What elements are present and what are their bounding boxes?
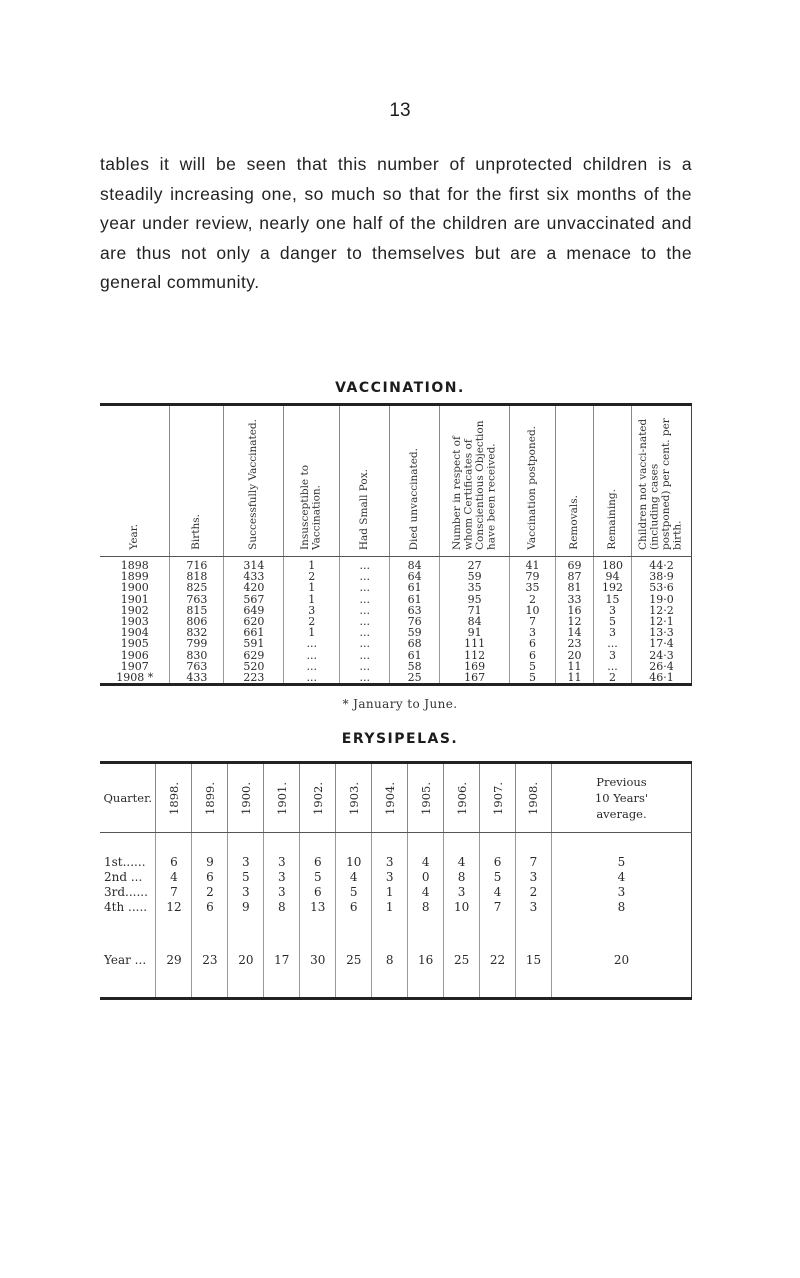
page-number: 13 [389,100,411,121]
erysipelas-title: ERYSIPELAS. [341,731,459,747]
spacer-cell [551,833,691,856]
spacer-cell [192,969,228,999]
table-cell: ... [340,672,390,685]
year-header-label: 1904. [382,781,397,815]
spacer-cell [516,915,552,951]
table-cell: 2 [284,616,340,627]
row-label: 3rd...... [100,885,156,900]
table-cell: ... [340,627,390,638]
table-cell: 12·2 [649,603,674,617]
table-cell: 223 [224,672,284,685]
table-cell: 5 [510,672,556,685]
table-cell: 3 [516,900,552,915]
table-cell: 94 [593,571,631,582]
table-cell: 661 [224,627,284,638]
year-header-label: 1906. [454,781,469,815]
table-cell: 5 [300,870,336,885]
table-cell: 4 [408,855,444,870]
spacer-cell [336,833,372,856]
spacer-cell [300,969,336,999]
year-header-cell [336,763,372,833]
spacer-cell [444,969,480,999]
table-cell: 5 [336,885,372,900]
table-cell: 3 [264,855,300,870]
table-cell: 3 [372,855,408,870]
table-cell: 11 [556,672,594,685]
table-cell: 3 [372,870,408,885]
spacer-row [100,969,692,999]
table-cell: 180 [593,557,631,572]
year-header-label: 1907. [490,781,505,815]
table-cell: 6 [480,855,516,870]
table-cell: 84 [390,557,440,572]
vaccination-header-label: Children not vacci-nated (including cases postponed) per cent. per birth. [637,418,684,550]
table-cell: 13·3 [649,626,674,640]
table-cell: 7 [480,900,516,915]
table-cell: 29 [156,951,192,969]
table-cell: 1902 [100,605,170,616]
quarter-header: Quarter. [100,763,156,833]
table-cell: 832 [170,627,224,638]
table-cell: 3 [228,855,264,870]
vaccination-header-cell [593,405,631,557]
table-cell: 7 [516,855,552,870]
table-row [100,855,692,870]
spacer-cell [372,915,408,951]
table-cell: 818 [170,571,224,582]
table-cell: 61 [390,650,440,661]
table-row [100,900,692,915]
spacer-cell [551,969,691,999]
average-header-line: 10 Years' [594,791,649,805]
table-cell: 8 [408,900,444,915]
vaccination-header-cell [440,405,510,557]
table-cell: 1907 [100,661,170,672]
vaccination-header-label: Number in respect of whom Certificates of Conscientious Objection have been received. [450,420,498,550]
year-header-label: 1900. [238,781,253,815]
table-cell: ... [284,672,340,685]
year-header-label: 1902. [310,781,325,815]
table-cell: 1904 [100,627,170,638]
table-cell: 24·3 [649,648,674,662]
table-cell: 12 [556,616,594,627]
vaccination-header-label: Died unvaccinated. [407,447,420,550]
table-cell: 3 [510,627,556,638]
year-header-label: 1901. [274,781,289,815]
table-cell: 433 [224,571,284,582]
spacer-cell [228,915,264,951]
vaccination-header-cell [556,405,594,557]
table-cell: 799 [170,638,224,649]
row-label: 4th ..... [100,900,156,915]
table-cell: ... [340,661,390,672]
table-cell: 1905 [100,638,170,649]
table-cell: 2 [593,672,631,685]
table-cell: 3 [228,885,264,900]
table-cell: 25 [336,951,372,969]
table-cell: 22 [480,951,516,969]
table-cell: 61 [390,582,440,593]
spacer-cell [100,833,156,856]
vaccination-table [100,403,692,686]
spacer-cell [192,915,228,951]
year-header-cell [408,763,444,833]
table-cell: 12·1 [649,615,674,629]
table-cell: 6 [300,885,336,900]
erysipelas-table [100,761,692,1000]
table-cell: 10 [336,855,372,870]
spacer-cell [156,833,192,856]
year-header-cell [480,763,516,833]
table-cell: 3 [516,870,552,885]
table-cell: 87 [556,571,594,582]
table-cell: 33 [556,594,594,605]
table-cell: 5 [480,870,516,885]
vaccination-header-cell [631,405,691,557]
table-cell: 25 [390,672,440,685]
vaccination-body [100,557,692,685]
table-row [100,557,692,572]
table-cell: 20 [556,650,594,661]
spacer-cell [228,833,264,856]
spacer-cell [551,915,691,951]
table-cell: ... [340,594,390,605]
table-cell: 84 [440,616,510,627]
table-cell: ... [284,650,340,661]
table-cell: 1906 [100,650,170,661]
row-label: 1st...... [100,855,156,870]
table-cell: 15 [593,594,631,605]
table-cell: 35 [510,582,556,593]
spacer-cell [264,915,300,951]
table-cell: 3 [617,885,626,899]
table-cell: 59 [440,571,510,582]
spacer-cell [300,833,336,856]
table-cell: 9 [228,900,264,915]
vaccination-header-cell [170,405,224,557]
table-cell: 4 [156,870,192,885]
vaccination-header-label: Removals. [567,495,580,550]
table-cell: 13 [300,900,336,915]
table-cell: 629 [224,650,284,661]
table-cell: 10 [510,605,556,616]
vaccination-header-label: Insusceptible to Vaccination. [299,464,323,550]
table-cell: 1901 [100,594,170,605]
table-cell: 2 [516,885,552,900]
year-header-label: 1903. [346,781,361,815]
spacer-row [100,915,692,951]
table-cell: 591 [224,638,284,649]
table-cell: 806 [170,616,224,627]
table-cell: ... [340,650,390,661]
intro-paragraph: tables it will be seen that this number of unprotected children is a steadily increasing one, so much so that for the first six months of the year under review, nearly one half of the children are unvaccinated and are thus not only a danger to themselves but are a menace to the general community. [100,154,692,292]
vaccination-header-label: Had Small Pox. [357,468,370,550]
year-header-label: 1899. [202,781,217,815]
table-cell: 10 [444,900,480,915]
table-cell: 3 [284,605,340,616]
table-cell: 433 [170,672,224,685]
table-cell: 4 [480,885,516,900]
table-cell: 1900 [100,582,170,593]
table-cell: 3 [264,870,300,885]
table-cell: 3 [264,885,300,900]
table-cell: 8 [372,951,408,969]
table-cell: 5 [510,661,556,672]
table-cell: 59 [390,627,440,638]
table-cell: 26·4 [649,659,674,673]
table-cell: 6 [300,855,336,870]
spacer-cell [300,915,336,951]
table-cell: 44·2 [649,559,674,572]
table-cell: 649 [224,605,284,616]
table-cell: ... [284,661,340,672]
table-cell: 46·1 [649,671,674,685]
table-cell: 2 [192,885,228,900]
erysipelas-body [100,833,692,999]
year-header-label: 1898. [166,781,181,815]
table-cell: ... [284,638,340,649]
year-header-cell [156,763,192,833]
vaccination-header-cell [224,405,284,557]
table-cell: 4 [408,885,444,900]
spacer-cell [228,969,264,999]
table-cell: 12 [156,900,192,915]
table-cell: 16 [556,605,594,616]
average-header-cell [551,763,691,833]
table-cell: 14 [556,627,594,638]
table-cell: 17·4 [649,637,674,651]
table-cell: 6 [192,870,228,885]
vaccination-header-cell [284,405,340,557]
table-cell: 167 [440,672,510,685]
table-cell: 3 [593,627,631,638]
table-cell: 1 [372,900,408,915]
erysipelas-header-row [100,763,692,833]
table-cell: 4 [617,870,626,884]
spacer-cell [264,969,300,999]
table-row [100,582,692,593]
table-cell: 169 [440,661,510,672]
year-header-label: 1905. [418,781,433,815]
table-cell: 1898 [100,557,170,572]
table-cell: 41 [510,557,556,572]
table-cell: 0 [408,870,444,885]
table-cell: 1 [284,582,340,593]
table-cell: 825 [170,582,224,593]
table-cell: 53·6 [649,581,674,595]
table-cell: 15 [516,951,552,969]
spacer-cell [192,833,228,856]
spacer-cell [444,833,480,856]
spacer-cell [516,969,552,999]
table-cell: 6 [192,900,228,915]
table-cell: 68 [390,638,440,649]
table-cell: ... [340,638,390,649]
table-cell: 4 [336,870,372,885]
table-cell: 763 [170,661,224,672]
table-cell: 567 [224,594,284,605]
table-row [100,885,692,900]
table-cell: 71 [440,605,510,616]
table-cell: 63 [390,605,440,616]
table-cell: 30 [300,951,336,969]
vaccination-header-label: Vaccination postponed. [525,426,538,550]
vaccination-header-cell [390,405,440,557]
table-cell: 95 [440,594,510,605]
spacer-cell [408,915,444,951]
spacer-cell [480,969,516,999]
vaccination-header-cell [100,405,170,557]
spacer-cell [336,915,372,951]
spacer-cell [336,969,372,999]
table-cell: 2 [510,594,556,605]
spacer-cell [372,833,408,856]
average-header-line: Previous [596,775,647,789]
table-cell: 520 [224,661,284,672]
vaccination-header-label: Remaining. [605,489,618,550]
table-cell: 27 [440,557,510,572]
spacer-cell [156,969,192,999]
table-cell: 763 [170,594,224,605]
table-cell: ... [340,582,390,593]
table-cell: 11 [556,661,594,672]
year-header-cell [192,763,228,833]
table-row [100,951,692,969]
spacer-cell [408,833,444,856]
table-cell: 35 [440,582,510,593]
spacer-cell [372,969,408,999]
table-cell: 716 [170,557,224,572]
table-cell: 23 [192,951,228,969]
table-cell: 111 [440,638,510,649]
table-cell: 69 [556,557,594,572]
table-cell: 23 [556,638,594,649]
spacer-cell [480,833,516,856]
table-cell: 1903 [100,616,170,627]
table-cell: 2 [284,571,340,582]
table-cell: ... [340,557,390,572]
table-cell: 1 [284,557,340,572]
table-cell: 1 [284,594,340,605]
table-cell: 6 [510,638,556,649]
spacer-cell [100,915,156,951]
table-cell: 5 [593,616,631,627]
spacer-cell [100,969,156,999]
table-cell: 6 [156,855,192,870]
table-cell: 7 [510,616,556,627]
table-cell: 3 [593,650,631,661]
table-cell: 7 [156,885,192,900]
table-cell: 25 [444,951,480,969]
vaccination-title: VACCINATION. [335,380,465,396]
table-cell: 19·0 [649,592,674,606]
table-cell: 61 [390,594,440,605]
year-header-label: 1908. [526,781,541,815]
table-cell: 20 [228,951,264,969]
table-cell: 1899 [100,571,170,582]
table-cell: 8 [264,900,300,915]
table-cell: 4 [444,855,480,870]
table-cell: 420 [224,582,284,593]
vaccination-header-row [100,405,692,557]
row-label: Year ... [100,951,156,969]
vaccination-header-label: Successfully Vaccinated. [247,419,260,550]
spacer-cell [156,915,192,951]
table-cell: 1908 * [100,672,170,685]
table-cell: 192 [593,582,631,593]
table-cell: 815 [170,605,224,616]
table-cell: 1 [372,885,408,900]
table-cell: ... [340,605,390,616]
table-cell: 112 [440,650,510,661]
table-cell: 5 [228,870,264,885]
year-header-cell [264,763,300,833]
spacer-row [100,833,692,856]
table-cell: 8 [617,900,626,914]
spacer-cell [444,915,480,951]
spacer-cell [480,915,516,951]
table-cell: 76 [390,616,440,627]
vaccination-header-cell [510,405,556,557]
table-cell: 3 [593,605,631,616]
table-row [100,870,692,885]
vaccination-footnote: * January to June. [342,697,458,711]
spacer-cell [408,969,444,999]
year-header-cell [300,763,336,833]
table-row [100,638,692,649]
vaccination-header-cell [340,405,390,557]
table-cell: 3 [444,885,480,900]
table-cell: 81 [556,582,594,593]
spacer-cell [264,833,300,856]
table-cell: 314 [224,557,284,572]
table-cell: ... [593,638,631,649]
year-header-cell [516,763,552,833]
year-header-cell [372,763,408,833]
year-header-cell [444,763,480,833]
vaccination-header-label: Year. [127,524,140,550]
table-cell: 91 [440,627,510,638]
table-cell: 64 [390,571,440,582]
table-cell: 20 [613,952,630,967]
table-cell: 620 [224,616,284,627]
spacer-cell [516,833,552,856]
table-cell: 79 [510,571,556,582]
table-cell: 6 [510,650,556,661]
table-cell: ... [593,661,631,672]
table-cell: 6 [336,900,372,915]
table-cell: 830 [170,650,224,661]
table-cell: 17 [264,951,300,969]
table-cell: 8 [444,870,480,885]
table-cell: ... [340,571,390,582]
row-label: 2nd ... [100,870,156,885]
table-cell: 9 [192,855,228,870]
vaccination-header-label: Births. [190,514,203,550]
table-cell: ... [340,616,390,627]
table-row [100,672,692,685]
table-cell: 58 [390,661,440,672]
table-cell: 1 [284,627,340,638]
table-cell: 16 [408,951,444,969]
year-header-cell [228,763,264,833]
table-cell: 38·9 [649,570,674,584]
table-cell: 5 [617,855,626,869]
average-header-line: average. [596,807,647,821]
